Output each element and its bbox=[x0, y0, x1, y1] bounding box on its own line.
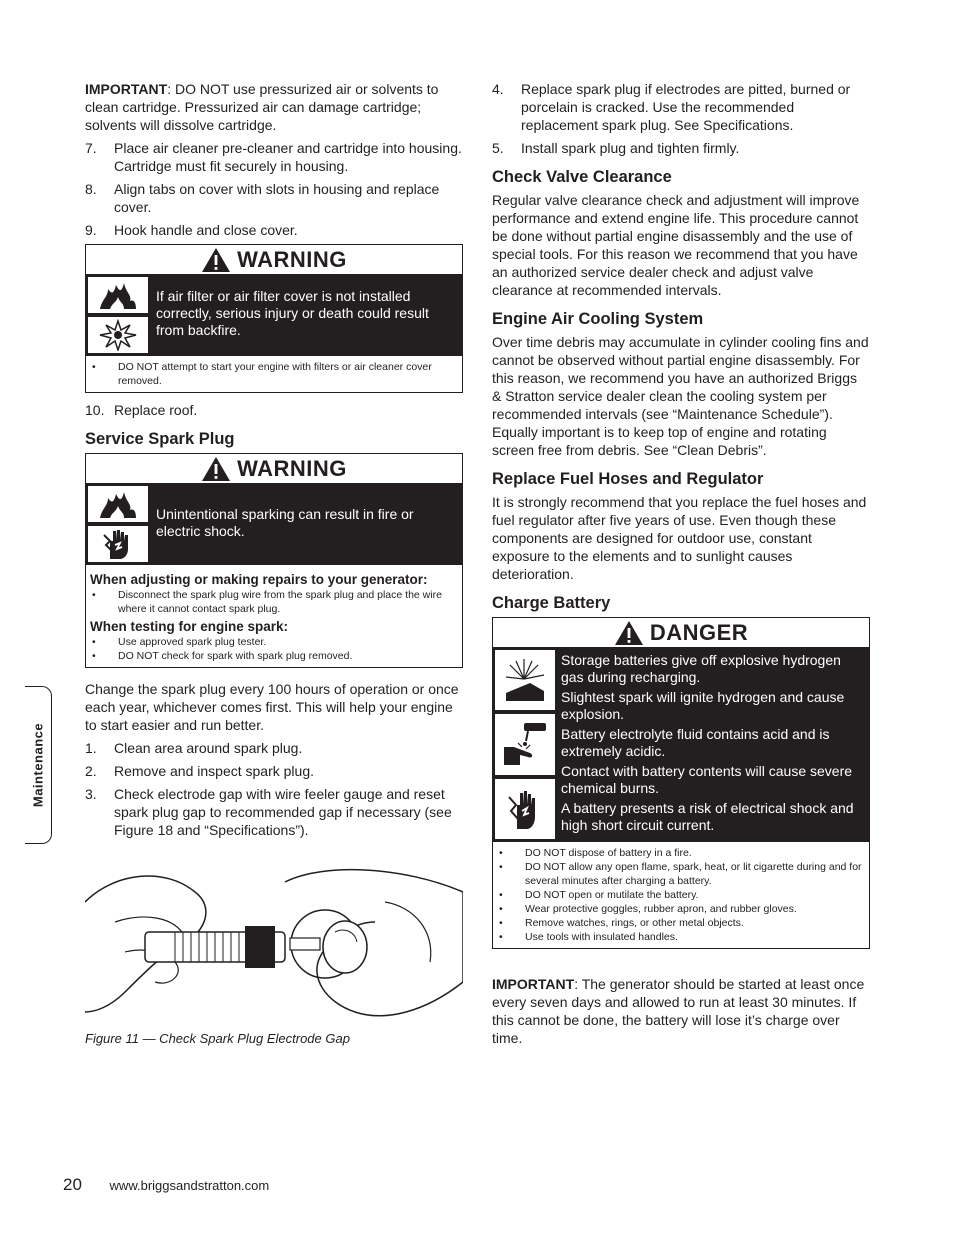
warning-box-backfire bbox=[85, 244, 463, 393]
danger-alert-row bbox=[493, 648, 869, 842]
danger-line: Storage batteries give off explosive hydrogen gas during recharging. bbox=[561, 652, 841, 685]
battery-explosion-icon bbox=[494, 649, 556, 711]
fire-icon bbox=[87, 485, 149, 523]
bullet-item: • DO NOT check for spark with spark plug removed. bbox=[90, 649, 458, 663]
bullet-item: • Disconnect the spark plug wire from the spark plug and place the wire where it cannot contact spark plug. bbox=[90, 588, 458, 616]
steps-roof bbox=[85, 401, 463, 419]
danger-title: DANGER bbox=[649, 619, 749, 645]
page-number: 20 bbox=[63, 1175, 82, 1194]
section-side-tab bbox=[25, 686, 52, 844]
footer-url: www.briggsandstratton.com bbox=[109, 1178, 270, 1193]
warning-alert-row bbox=[86, 275, 462, 356]
bullet-subheading: When testing for engine spark: bbox=[90, 619, 289, 634]
heading-replace-fuel-hoses: Replace Fuel Hoses and Regulator bbox=[492, 470, 764, 488]
warning-title: WARNING bbox=[237, 246, 347, 272]
warning-bullets bbox=[86, 356, 462, 392]
danger-line: Contact with battery contents will cause severe chemical burns. bbox=[561, 763, 853, 796]
step-2: 2. Remove and inspect spark plug. bbox=[85, 763, 314, 779]
warning-triangle-icon bbox=[614, 620, 644, 646]
bullet-subheading: When adjusting or making repairs to your generator: bbox=[90, 572, 428, 587]
warning-alert-row bbox=[86, 484, 462, 565]
electric-shock-icon bbox=[494, 778, 556, 840]
page-footer bbox=[63, 1175, 269, 1195]
electric-shock-icon bbox=[87, 525, 149, 563]
heading-charge-battery: Charge Battery bbox=[492, 594, 611, 612]
steps-spark-plug-continued bbox=[492, 80, 870, 157]
steps-air-cleaner bbox=[85, 139, 463, 239]
spark-plug-paragraph: Change the spark plug every 100 hours of operation or once each year, whichever comes first. This will help your engine to start easier and run better. bbox=[85, 681, 459, 733]
warning-header bbox=[86, 245, 462, 275]
warning-triangle-icon bbox=[201, 456, 231, 482]
bullet-item: • DO NOT dispose of battery in a fire. bbox=[497, 846, 865, 860]
danger-messages bbox=[557, 648, 869, 841]
explosion-icon bbox=[87, 316, 149, 354]
step-7: 7. Place air cleaner pre-cleaner and cartridge into housing. Cartridge must fit securely in housing. bbox=[85, 140, 462, 174]
danger-bullets bbox=[493, 842, 869, 948]
important-note-cartridge: IMPORTANT: DO NOT use pressurized air or solvents to clean cartridge. Pressurized air can damage cartridge; solvents will dissolve cartridge. bbox=[85, 81, 439, 133]
danger-line: Slightest spark will ignite hydrogen and cause explosion. bbox=[561, 689, 845, 722]
valve-paragraph: Regular valve clearance check and adjustment will improve performance and extend engine life. This procedure cannot be done without partial engine disassembly and the use of special tools. For this reason we recommend that you have an authorized service dealer check and adjust valve clearance at recommended intervals. bbox=[492, 192, 860, 298]
warning-box-sparking bbox=[85, 453, 463, 668]
warning-message: If air filter or air filter cover is not installed correctly, serious injury or death could result from backfire. bbox=[156, 288, 429, 338]
warning-bullets bbox=[86, 565, 462, 667]
bullet-item: • DO NOT attempt to start your engine with filters or air cleaner cover removed. bbox=[90, 360, 458, 388]
right-column bbox=[492, 80, 870, 1052]
bullet-item: • Use approved spark plug tester. bbox=[90, 635, 458, 649]
warning-header bbox=[86, 454, 462, 484]
bullet-item: • DO NOT open or mutilate the battery. bbox=[497, 888, 865, 902]
danger-box-battery bbox=[492, 617, 870, 949]
step-5: 5. Install spark plug and tighten firmly. bbox=[492, 140, 740, 156]
cooling-paragraph: Over time debris may accumulate in cylinder cooling fins and cannot be observed without partial engine disassembly. For this reason, we recommend you have an authorized Briggs & Stratton service dealer clean the cooling system per recommended intervals (see “Maintenance Schedule”). Equally important is to keep top of engine and rotating screen free from debris. See “Clean Debris”. bbox=[492, 334, 869, 458]
danger-header bbox=[493, 618, 869, 648]
heading-engine-air-cooling: Engine Air Cooling System bbox=[492, 310, 704, 328]
spark-plug-gap-illustration bbox=[85, 862, 463, 1022]
bullet-item: • Remove watches, rings, or other metal objects. bbox=[497, 916, 865, 930]
hoses-paragraph: It is strongly recommend that you replace the fuel hoses and fuel regulator after five years of use. Even though these components are designed for outdoor use, constant exposure to the elements and to sunlight causes deterioration. bbox=[492, 494, 867, 582]
fire-icon bbox=[87, 276, 149, 314]
important-note-generator: IMPORTANT: The generator should be started at least once every seven days and allowed to run at least 30 minutes. If this cannot be done, the battery will lose it’s charge over time. bbox=[492, 976, 865, 1046]
step-1: 1. Clean area around spark plug. bbox=[85, 740, 303, 756]
bullet-item: • Wear protective goggles, rubber apron, and rubber gloves. bbox=[497, 902, 865, 916]
heading-check-valve-clearance: Check Valve Clearance bbox=[492, 168, 672, 186]
step-10: 10. Replace roof. bbox=[85, 402, 198, 418]
chemical-burn-icon bbox=[494, 713, 556, 775]
figure-caption: Figure 11 — Check Spark Plug Electrode Gap bbox=[85, 1031, 350, 1046]
heading-service-spark-plug: Service Spark Plug bbox=[85, 430, 235, 448]
step-8: 8. Align tabs on cover with slots in housing and replace cover. bbox=[85, 181, 440, 215]
warning-title: WARNING bbox=[237, 455, 347, 481]
step-4: 4. Replace spark plug if electrodes are pitted, burned or porcelain is cracked. Use the recommended replacement spark plug. See Specifications. bbox=[492, 81, 851, 133]
warning-message: Unintentional sparking can result in fire or electric shock. bbox=[156, 505, 414, 539]
step-3: 3. Check electrode gap with wire feeler gauge and reset spark plug gap to recommended gap if necessary (see Figure 18 and “Specifications”). bbox=[85, 786, 452, 838]
side-tab-label: Maintenance bbox=[30, 722, 46, 808]
danger-line: A battery presents a risk of electrical shock and high short circuit current. bbox=[561, 800, 854, 833]
bullet-item: • DO NOT allow any open flame, spark, heat, or lit cigarette during and for several minutes after charging a battery. bbox=[497, 860, 865, 888]
step-9: 9. Hook handle and close cover. bbox=[85, 222, 298, 238]
warning-triangle-icon bbox=[201, 247, 231, 273]
steps-spark-plug bbox=[85, 739, 463, 839]
bullet-item: • Use tools with insulated handles. bbox=[497, 930, 865, 944]
left-column bbox=[85, 80, 463, 1048]
danger-line: Battery electrolyte fluid contains acid and is extremely acidic. bbox=[561, 726, 830, 759]
